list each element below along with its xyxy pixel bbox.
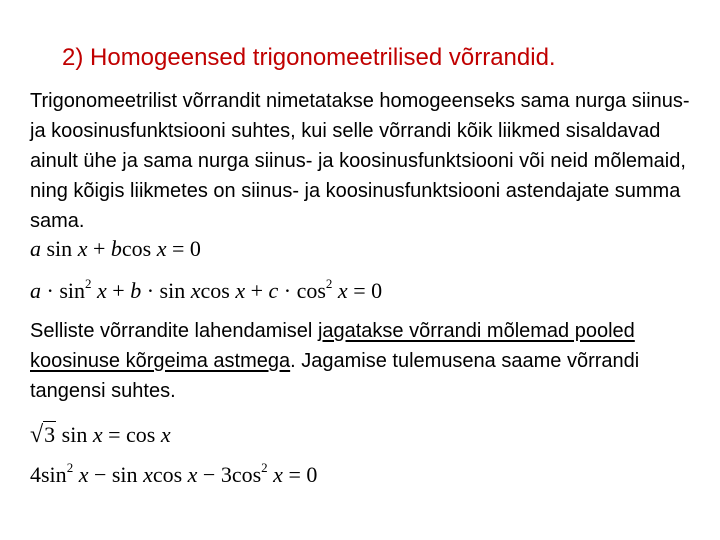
cos-label: cos [296, 278, 326, 303]
method-text-start: Selliste võrrandite lahendamisel [30, 320, 318, 342]
cos-label: cos [231, 462, 262, 487]
formula-linear [30, 236, 201, 262]
radicand: 3 [44, 422, 56, 447]
coef-4: 4 [30, 462, 41, 487]
cos-label: cos [152, 462, 183, 487]
minus-sign: − [88, 462, 112, 487]
plus-sign: + [87, 236, 111, 261]
coef-a: a [30, 278, 41, 303]
square-root: √3 [30, 422, 56, 448]
method-paragraph [30, 316, 690, 406]
var-x: x [190, 278, 201, 303]
var-x: x [77, 236, 88, 261]
exponent: 2 [66, 460, 74, 475]
coef-b: b [110, 236, 122, 261]
sin-label: sin [111, 462, 138, 487]
equals-zero: = 0 [166, 236, 201, 261]
var-x: x [143, 462, 153, 487]
sin-label: sin [46, 236, 73, 261]
var-x: x [187, 462, 198, 487]
minus-sign: − [197, 462, 221, 487]
coef-b: b [130, 278, 142, 303]
equals-sign: = [102, 422, 127, 447]
var-x: x [235, 278, 246, 303]
cos-label: cos [121, 236, 152, 261]
coef-c: c [268, 278, 279, 303]
formula-example-2 [30, 462, 317, 488]
exponent: 2 [261, 460, 268, 475]
method-text-end: . Jagamise tulemusena saame võrrandi tangensi suhtes. [30, 350, 640, 402]
definition-paragraph: Trigonomeetrilist võrrandit nimetatakse homogeenseks sama nurga siinus- ja koosinusfunktsiooni suhtes, kui selle võrrandi kõik liikmed sisaldavad ainult ühe ja sama nurga siinus- ja koosinusfunktsiooni või neid mõlemaid, ning kõigis liikmetes on siinus- ja koosinusfunktsiooni astendajate summa sama. [30, 90, 690, 232]
sin-label: sin [59, 278, 86, 303]
slide-title: 2) Homogeensed trigonomeetrilised võrrandid. [62, 44, 556, 71]
cos-label: cos [126, 422, 156, 447]
var-x: x [156, 236, 167, 261]
dot-op: · [41, 278, 60, 303]
sin-label: sin [159, 278, 186, 303]
sin-label: sin [61, 422, 88, 447]
equals-zero: = 0 [282, 462, 318, 487]
sin-label: sin [41, 462, 67, 487]
formula-example-1 [30, 422, 171, 449]
equals-zero: = 0 [347, 278, 383, 303]
var-x: x [78, 462, 89, 487]
plus-sign: + [245, 278, 269, 303]
coef-3: 3 [220, 462, 232, 487]
exponent: 2 [85, 276, 92, 291]
coef-a: a [30, 236, 41, 261]
var-x: x [160, 422, 171, 447]
formula-quadratic: $a \cdot \sin^2 x + b \cdot \sin xcos$ $x + c \cdot \cos^2 x = 0$ [30, 276, 383, 303]
var-x: x [337, 278, 348, 303]
var-x: x [97, 278, 107, 303]
var-x: x [92, 422, 103, 447]
plus-sign: + [106, 278, 131, 303]
cos-label: cos [200, 278, 230, 303]
exponent: 2 [325, 276, 333, 291]
var-x: x [273, 462, 283, 487]
method-text-underlined: jagatakse võrrandi mõlemad pooled koosinuse kõrgeima astmega [30, 320, 635, 372]
